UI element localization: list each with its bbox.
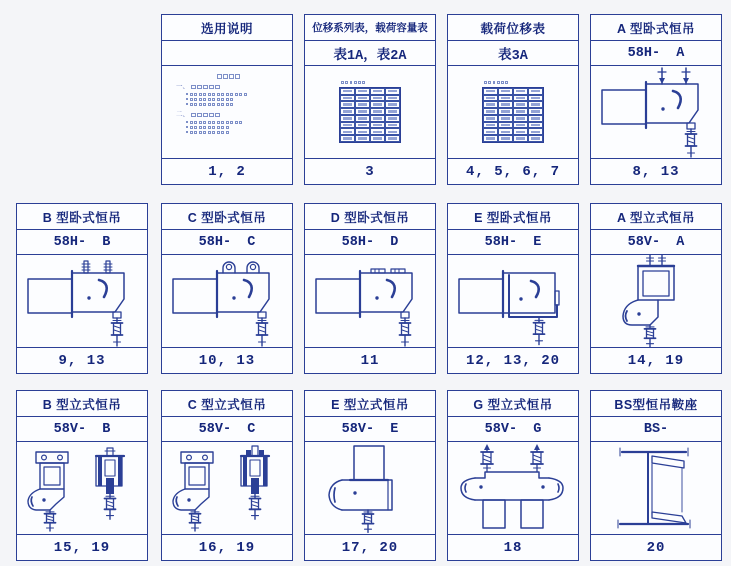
- type-e-vertical-constant-hanger-drawing: [308, 442, 432, 534]
- catalog-cell-type-c-vertical-constant-hanger: [161, 390, 293, 561]
- mini-table-cell: [370, 88, 385, 95]
- catalog-cell-type-g-vertical-constant-hanger: [447, 390, 579, 561]
- mini-table-cell: [513, 88, 528, 95]
- illegible-text-box: [217, 74, 222, 79]
- illegible-text-box: [235, 74, 240, 79]
- illegible-text-box: [230, 98, 233, 101]
- cell-model-code: [162, 41, 292, 66]
- cell-model-code: 58V- B: [17, 417, 147, 442]
- cell-drawing-area: [162, 255, 292, 348]
- illegible-text-box: [194, 93, 197, 96]
- cell-page-numbers: 11: [360, 352, 380, 369]
- illegible-text-box: [186, 93, 188, 95]
- mini-table-cell: [498, 101, 513, 108]
- mini-table-cell: [483, 135, 498, 142]
- illegible-text-box: [203, 98, 206, 101]
- illegible-text-box: [194, 98, 197, 101]
- mini-table-cell: [528, 101, 543, 108]
- type-g-vertical-constant-hanger-drawing: [451, 442, 575, 534]
- illegible-text-box: [217, 131, 220, 134]
- cell-model-code: 58V- C: [162, 417, 292, 442]
- illegible-text-box: [194, 126, 197, 129]
- mini-table-cell: [385, 88, 400, 95]
- cell-drawing-area: [448, 442, 578, 535]
- illegible-text-box: [208, 93, 211, 96]
- illegible-text-box: [345, 81, 348, 84]
- illegible-text-box: [501, 81, 504, 84]
- catalog-cell-type-a-vertical-constant-hanger: [590, 203, 722, 374]
- cell-drawing-area: [591, 442, 721, 535]
- illegible-text-box: [203, 121, 206, 124]
- mini-table-cell: [370, 95, 385, 102]
- illegible-text-box: [221, 126, 224, 129]
- illegible-text-box: [190, 93, 193, 96]
- illegible-text-box: [226, 93, 229, 96]
- catalog-cell-type-a-horizontal-constant-hanger: [590, 14, 722, 185]
- illegible-text-box: [244, 93, 247, 96]
- cell-title: G 型立式恒吊: [448, 391, 578, 417]
- mini-table-cell: [513, 108, 528, 115]
- mini-table-cell: [340, 88, 355, 95]
- mini-table-cell: [483, 101, 498, 108]
- mini-table-cell: [528, 122, 543, 129]
- cell-page-numbers: 10, 13: [198, 352, 256, 369]
- catalog-cell-type-b-vertical-constant-hanger: [16, 390, 148, 561]
- mini-table-cell: [370, 128, 385, 135]
- mini-table-cell: [385, 122, 400, 129]
- cell-title: B 型立式恒吊: [17, 391, 147, 417]
- illegible-text-box: [230, 93, 233, 96]
- cell-page-numbers: 18: [503, 539, 523, 556]
- illegible-text-box: [230, 121, 233, 124]
- type-b-horizontal-constant-hanger-drawing: [20, 255, 144, 347]
- type-c-vertical-constant-hanger-drawing: [165, 442, 289, 534]
- illegible-text-box: [239, 121, 242, 124]
- cell-drawing-area: [591, 255, 721, 348]
- mini-table-cell: [528, 95, 543, 102]
- mini-table-cell: [513, 115, 528, 122]
- illegible-text-box: [221, 98, 224, 101]
- cell-page-numbers: 16, 19: [198, 539, 256, 556]
- illegible-text-box: [190, 103, 193, 106]
- illegible-text-box: [199, 103, 202, 106]
- illegible-text-box: [199, 126, 202, 129]
- mini-table-cell: [340, 128, 355, 135]
- cell-drawing-area: [448, 255, 578, 348]
- catalog-cell-type-e-vertical-constant-hanger: [304, 390, 436, 561]
- illegible-text-box: [186, 98, 188, 100]
- illegible-text-box: [217, 103, 220, 106]
- cell-drawing-area: [591, 66, 721, 159]
- mini-table-cell: [355, 95, 370, 102]
- illegible-text-box: [194, 121, 197, 124]
- illegible-text-box: [197, 113, 202, 118]
- type-d-horizontal-constant-hanger-drawing: [308, 255, 432, 347]
- mini-table-cell: [528, 135, 543, 142]
- mini-table-cell: [355, 101, 370, 108]
- cell-title: C 型立式恒吊: [162, 391, 292, 417]
- cell-model-code: 58H- E: [448, 230, 578, 255]
- mini-table-cell: [340, 115, 355, 122]
- cell-page-numbers: 3: [365, 163, 375, 180]
- cell-drawing-area: [162, 66, 292, 159]
- cell-model-code: 58H- B: [17, 230, 147, 255]
- illegible-text-box: [229, 74, 234, 79]
- mini-table-cell: [355, 135, 370, 142]
- cell-page-numbers: 8, 13: [632, 163, 680, 180]
- cell-model-code: 表1A，表2A: [305, 41, 435, 66]
- cell-model-code: 表3A: [448, 41, 578, 66]
- illegible-text-box: [203, 113, 208, 118]
- mini-table-cell: [498, 135, 513, 142]
- cell-page-numbers: 15, 19: [53, 539, 111, 556]
- illegible-text-box: [203, 103, 206, 106]
- illegible-text-box: [194, 131, 197, 134]
- illegible-text-box: [191, 85, 196, 90]
- cell-model-code: 58H- A: [591, 41, 721, 66]
- mini-table-cell: [498, 115, 513, 122]
- mini-table-cell: [528, 88, 543, 95]
- mini-table-cell: [340, 95, 355, 102]
- illegible-text-box: [199, 131, 202, 134]
- mini-table-cell: [355, 122, 370, 129]
- catalog-cell-displacement-series-load-capacity-tables: [304, 14, 436, 185]
- cell-model-code: 58V- E: [305, 417, 435, 442]
- illegible-text-box: [203, 126, 206, 129]
- mini-table-cell: [528, 128, 543, 135]
- mini-table-cell: [528, 108, 543, 115]
- cell-drawing-area: [448, 66, 578, 159]
- mini-table-cell: [528, 115, 543, 122]
- cell-model-code: 58V- A: [591, 230, 721, 255]
- mini-table-cell: [483, 95, 498, 102]
- illegible-text-box: [199, 93, 202, 96]
- illegible-text-box: [217, 121, 220, 124]
- illegible-text-box: [203, 131, 206, 134]
- illegible-text-box: [208, 131, 211, 134]
- mini-table-placeholder: [339, 81, 401, 143]
- illegible-text-box: [208, 103, 211, 106]
- illegible-text-box: [186, 103, 188, 105]
- cell-page-numbers: 4, 5, 6, 7: [465, 163, 560, 180]
- section-label: 一、: [176, 82, 189, 90]
- mini-table-cell: [340, 122, 355, 129]
- cell-drawing-area: [305, 255, 435, 348]
- illegible-text-box: [209, 113, 214, 118]
- illegible-text-box: [341, 81, 344, 84]
- cell-model-code: 58H- C: [162, 230, 292, 255]
- illegible-text-box: [493, 81, 496, 84]
- catalog-cell-type-d-horizontal-constant-hanger: [304, 203, 436, 374]
- mini-table-cell: [498, 122, 513, 129]
- cell-page-numbers: 14, 19: [627, 352, 685, 369]
- cell-title: BS型恒吊鞍座: [591, 391, 721, 417]
- illegible-text-box: [194, 103, 197, 106]
- mini-table-cell: [498, 88, 513, 95]
- mini-table-cell: [385, 115, 400, 122]
- illegible-text-box: [212, 126, 215, 129]
- illegible-text-box: [223, 74, 228, 79]
- cell-drawing-area: [305, 66, 435, 159]
- cell-title: A 型立式恒吊: [591, 204, 721, 230]
- catalog-cell-type-e-horizontal-constant-hanger: [447, 203, 579, 374]
- cell-drawing-area: [162, 442, 292, 535]
- mini-table-cell: [385, 128, 400, 135]
- mini-table-cell: [498, 128, 513, 135]
- mini-table-cell: [483, 88, 498, 95]
- type-bs-constant-hanger-saddle-drawing: [594, 442, 718, 534]
- cell-title: E 型立式恒吊: [305, 391, 435, 417]
- cell-page-numbers: 17, 20: [341, 539, 399, 556]
- catalog-cell-type-c-horizontal-constant-hanger: [161, 203, 293, 374]
- cell-model-code: 58H- D: [305, 230, 435, 255]
- illegible-text-box: [215, 113, 220, 118]
- cell-title: C 型卧式恒吊: [162, 204, 292, 230]
- illegible-text-box: [505, 81, 508, 84]
- illegible-text-box: [488, 81, 491, 84]
- catalog-cell-load-displacement-table: [447, 14, 579, 185]
- illegible-text-box: [186, 121, 188, 123]
- illegible-text-box: [221, 131, 224, 134]
- illegible-text-box: [190, 98, 193, 101]
- mini-table-cell: [370, 122, 385, 129]
- illegible-text-box: [197, 85, 202, 90]
- illegible-text-box: [239, 93, 242, 96]
- notes-text-placeholder: [162, 66, 292, 158]
- illegible-text-box: [362, 81, 365, 84]
- illegible-text-box: [209, 85, 214, 90]
- illegible-text-box: [221, 93, 224, 96]
- illegible-text-box: [350, 81, 353, 84]
- illegible-text-box: [226, 131, 229, 134]
- mini-table-cell: [483, 115, 498, 122]
- illegible-text-box: [358, 81, 361, 84]
- cell-title: A 型卧式恒吊: [591, 15, 721, 41]
- mini-table-cell: [513, 122, 528, 129]
- mini-table-cell: [385, 108, 400, 115]
- mini-table-cell: [385, 135, 400, 142]
- mini-table-cell: [483, 108, 498, 115]
- mini-table-cell: [340, 101, 355, 108]
- illegible-text-box: [190, 131, 193, 134]
- illegible-text-box: [186, 131, 188, 133]
- illegible-text-box: [190, 126, 193, 129]
- illegible-text-box: [208, 126, 211, 129]
- cell-title: 位移系列表，载荷容量表: [305, 15, 435, 41]
- cell-drawing-area: [305, 442, 435, 535]
- type-c-horizontal-constant-hanger-drawing: [165, 255, 289, 347]
- mini-table-cell: [498, 108, 513, 115]
- illegible-text-box: [226, 121, 229, 124]
- illegible-text-box: [215, 85, 220, 90]
- illegible-text-box: [203, 93, 206, 96]
- cell-page-numbers: 12, 13, 20: [465, 352, 560, 369]
- mini-table-cell: [340, 108, 355, 115]
- type-b-vertical-constant-hanger-drawing: [20, 442, 144, 534]
- mini-table-cell: [513, 101, 528, 108]
- illegible-text-box: [226, 98, 229, 101]
- type-a-horizontal-constant-hanger-drawing: [594, 66, 718, 158]
- mini-table-cell: [513, 128, 528, 135]
- illegible-text-box: [217, 126, 220, 129]
- illegible-text-box: [235, 93, 238, 96]
- type-a-vertical-constant-hanger-drawing: [594, 255, 718, 347]
- cell-drawing-area: [17, 255, 147, 348]
- illegible-text-box: [235, 121, 238, 124]
- cell-title: D 型卧式恒吊: [305, 204, 435, 230]
- illegible-text-box: [217, 93, 220, 96]
- illegible-text-box: [190, 121, 193, 124]
- mini-table-cell: [483, 122, 498, 129]
- illegible-text-box: [186, 126, 188, 128]
- illegible-text-box: [212, 98, 215, 101]
- cell-page-numbers: 1, 2: [208, 163, 246, 180]
- mini-table-cell: [385, 95, 400, 102]
- illegible-text-box: [208, 98, 211, 101]
- mini-table-cell: [370, 108, 385, 115]
- mini-table-cell: [483, 128, 498, 135]
- illegible-text-box: [221, 103, 224, 106]
- illegible-text-box: [199, 121, 202, 124]
- illegible-text-box: [226, 126, 229, 129]
- cell-model-code: 58V- G: [448, 417, 578, 442]
- illegible-text-box: [203, 85, 208, 90]
- illegible-text-box: [212, 93, 215, 96]
- illegible-text-box: [212, 131, 215, 134]
- cell-title: E 型卧式恒吊: [448, 204, 578, 230]
- catalog-cell-type-b-horizontal-constant-hanger: [16, 203, 148, 374]
- cell-page-numbers: 9, 13: [58, 352, 106, 369]
- illegible-text-box: [497, 81, 500, 84]
- catalog-cell-type-bs-constant-hanger-saddle: [590, 390, 722, 561]
- mini-table-cell: [385, 101, 400, 108]
- cell-title: B 型卧式恒吊: [17, 204, 147, 230]
- section-label: 二、: [176, 110, 189, 118]
- illegible-text-box: [230, 103, 233, 106]
- cell-drawing-area: [17, 442, 147, 535]
- type-e-horizontal-constant-hanger-drawing: [451, 255, 575, 347]
- mini-table-cell: [498, 95, 513, 102]
- illegible-text-box: [354, 81, 357, 84]
- cell-title: 载荷位移表: [448, 15, 578, 41]
- mini-table-cell: [340, 135, 355, 142]
- illegible-text-box: [199, 98, 202, 101]
- cell-page-numbers: 20: [646, 539, 666, 556]
- illegible-text-box: [484, 81, 487, 84]
- cell-title: 选用说明: [162, 15, 292, 41]
- mini-table-cell: [370, 135, 385, 142]
- mini-table-cell: [355, 115, 370, 122]
- cell-model-code: BS-: [591, 417, 721, 442]
- illegible-text-box: [221, 121, 224, 124]
- mini-table-cell: [355, 108, 370, 115]
- mini-table-cell: [355, 128, 370, 135]
- mini-table-cell: [370, 115, 385, 122]
- illegible-text-box: [217, 98, 220, 101]
- mini-table-cell: [370, 101, 385, 108]
- illegible-text-box: [191, 113, 196, 118]
- mini-table-cell: [355, 88, 370, 95]
- illegible-text-box: [208, 121, 211, 124]
- mini-table-cell: [513, 135, 528, 142]
- mini-table-placeholder: [482, 81, 544, 143]
- illegible-text-box: [212, 121, 215, 124]
- catalog-cell-selection-instructions: [161, 14, 293, 185]
- illegible-text-box: [212, 103, 215, 106]
- mini-table-cell: [513, 95, 528, 102]
- illegible-text-box: [226, 103, 229, 106]
